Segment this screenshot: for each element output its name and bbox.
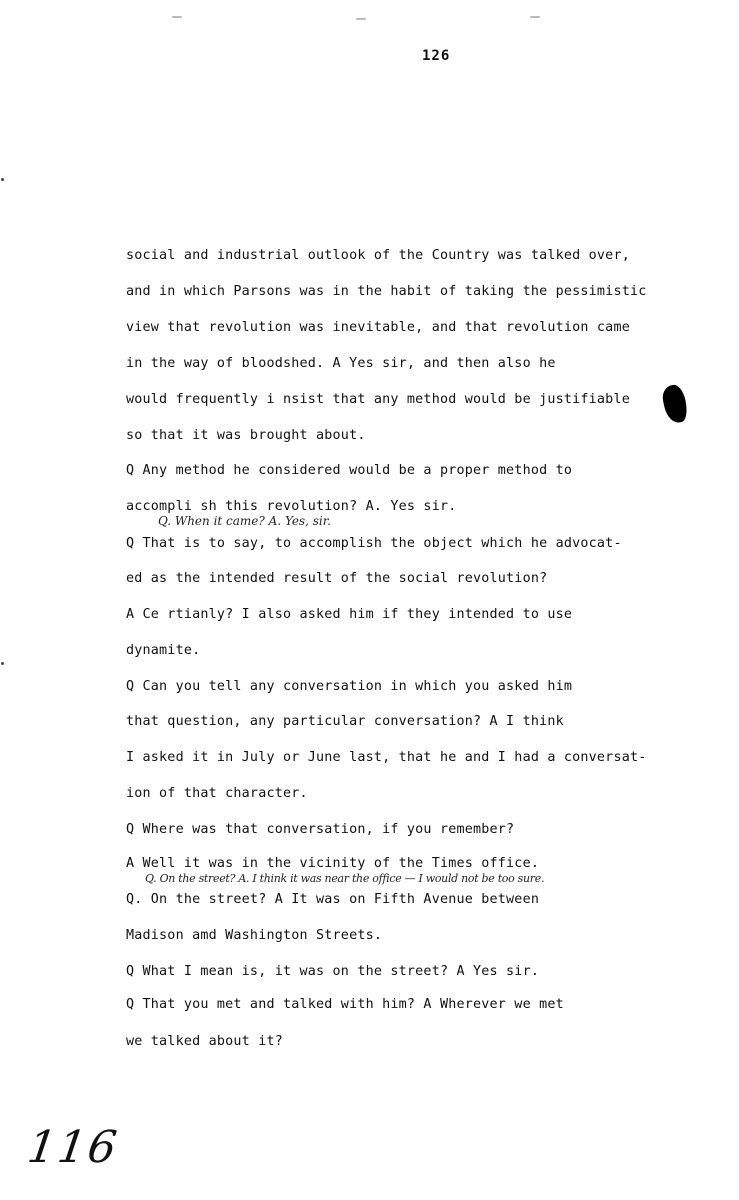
text-line: ed as the intended result of the social revolution?: [126, 571, 548, 586]
ink-blot: [660, 383, 689, 425]
scan-speck: [172, 16, 182, 18]
folio-number: 116: [24, 1122, 122, 1173]
text-line: we talked about it?: [126, 1034, 283, 1049]
page-number: 126: [422, 48, 451, 64]
text-line: A Ce rtianly? I also asked him if they intended to use: [126, 607, 573, 622]
margin-mark: [1, 662, 4, 665]
text-line: so that it was brought about.: [126, 428, 366, 443]
margin-mark: [1, 178, 4, 181]
handwritten-insertion: Q. When it came? A. Yes, sir.: [158, 514, 331, 528]
text-line: that question, any particular conversation? A I think: [126, 714, 564, 729]
text-line: accompli sh this revolution? A. Yes sir.: [126, 499, 457, 514]
handwritten-insertion: Q. On the street? A. I think it was near the office — I would not be too sure.: [145, 872, 545, 885]
text-line: Q What I mean is, it was on the street? A Yes sir.: [126, 964, 540, 979]
scan-speck: [356, 18, 366, 20]
text-line: Q That you met and talked with him? A Wherever we met: [126, 997, 564, 1012]
text-line: and in which Parsons was in the habit of taking the pessimistic: [126, 284, 647, 299]
text-line: social and industrial outlook of the Country was talked over,: [126, 248, 630, 263]
text-line: Q Where was that conversation, if you remember?: [126, 822, 515, 837]
text-line: Q That is to say, to accomplish the object which he advocat-: [126, 536, 622, 551]
text-line: Q Any method he considered would be a proper method to: [126, 463, 573, 478]
text-line: view that revolution was inevitable, and that revolution came: [126, 320, 630, 335]
text-line: Q Can you tell any conversation in which you asked him: [126, 679, 573, 694]
text-line: would frequently i nsist that any method would be justifiable: [126, 392, 630, 407]
text-line: Madison amd Washington Streets.: [126, 928, 383, 943]
text-line: dynamite.: [126, 643, 201, 658]
text-line: in the way of bloodshed. A Yes sir, and then also he: [126, 356, 556, 371]
text-line: Q. On the street? A It was on Fifth Avenue between: [126, 892, 540, 907]
text-line: I asked it in July or June last, that he and I had a conversat-: [126, 750, 647, 765]
scan-speck: [530, 16, 540, 18]
text-line: A Well it was in the vicinity of the Times office.: [126, 856, 540, 871]
text-line: ion of that character.: [126, 786, 308, 801]
